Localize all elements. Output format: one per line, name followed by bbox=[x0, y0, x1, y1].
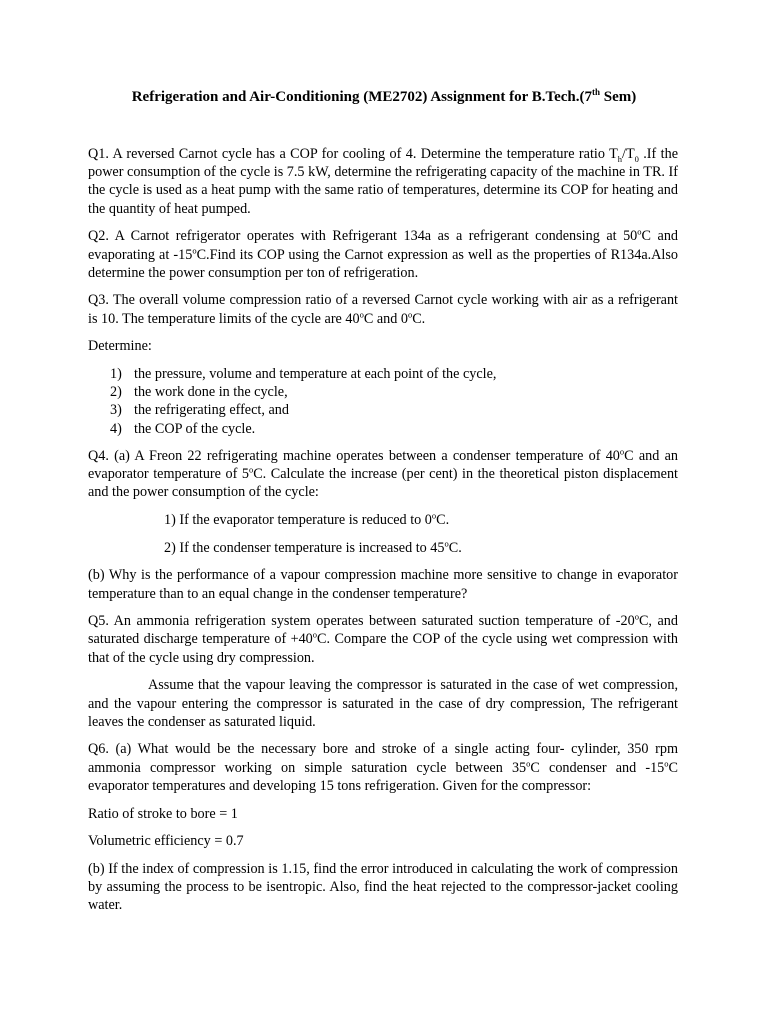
q1-text-b: /T bbox=[622, 146, 635, 162]
q3-text-a: Q3. The overall volume compression ratio of a reversed Carnot cycle working with air as a refrigerant is 10. The temperature limits of the cycle are 40 bbox=[88, 292, 678, 327]
degree-mark: o bbox=[664, 757, 669, 768]
q4-item1-unit: C. bbox=[436, 511, 450, 528]
q4-text-b: C and an evaporator temperature of 5 bbox=[88, 447, 678, 483]
degree-mark: o bbox=[526, 757, 531, 768]
q3-determine-label: Determine: bbox=[88, 338, 152, 355]
q1-subscript-h: h bbox=[617, 153, 622, 164]
question-4a bbox=[88, 447, 678, 502]
q1-text-c: .If the power consumption of the cycle is 7.5 kW, determine the refrigerating capacity of the machine in TR. If the cycle is used as a heat pump with the same ratio of temperatures, determine its COP for heating and the quantity of heat pumped. bbox=[88, 146, 678, 217]
degree-mark: o bbox=[444, 537, 449, 548]
q6-volumetric-efficiency: Volumetric efficiency = 0.7 bbox=[88, 833, 244, 850]
list-item bbox=[88, 383, 678, 401]
list-item bbox=[88, 401, 678, 419]
question-6b: (b) If the index of compression is 1.15, find the error introduced in calculating the work of compression by assuming the process to be isentropic. Also, find the heat rejected to the compressor-jacket cooling water. bbox=[88, 861, 678, 914]
list-number: 4) bbox=[110, 420, 122, 437]
q5-text-a: Q5. An ammonia refrigeration system operates between saturated suction temperature of -20 bbox=[88, 613, 635, 630]
degree-mark: o bbox=[431, 510, 437, 521]
q5-text-b: C, and saturated discharge temperature of +40 bbox=[88, 613, 678, 648]
q4-text-a: Q4. (a) A Freon 22 refrigerating machine operates between a condenser temperature of 40 bbox=[88, 447, 620, 464]
degree-mark: o bbox=[634, 611, 639, 622]
q1-text-a: Q1. A reversed Carnot cycle has a COP for cooling of 4. Determine the temperature ratio T bbox=[88, 146, 618, 162]
degree-mark: o bbox=[619, 446, 625, 457]
question-4b: (b) Why is the performance of a vapour compression machine more sensitive to change in evaporator temperature than to an equal change in the condenser temperature? bbox=[88, 567, 678, 602]
list-item bbox=[88, 365, 678, 383]
question-2 bbox=[88, 227, 678, 282]
q5-text-c: C. Compare the COP of the cycle using wet compression with that of the cycle using dry compression. bbox=[88, 631, 678, 666]
q4-item2-text: 2) If the condenser temperature is increased to 45 bbox=[164, 539, 445, 556]
title-end: Sem) bbox=[600, 89, 637, 105]
title-superscript: th bbox=[592, 87, 601, 97]
title-text: Refrigeration and Air-Conditioning (ME2702) Assignment for B.Tech.(7 bbox=[131, 89, 593, 105]
degree-mark: o bbox=[637, 226, 642, 237]
question-1 bbox=[88, 145, 678, 218]
document-body bbox=[88, 145, 678, 924]
q4-text-c: C. Calculate the increase (per cent) in the theoretical piston displacement and the power consumption of the cycle: bbox=[88, 466, 678, 501]
list-number: 1) bbox=[110, 366, 122, 383]
list-item-text: the work done in the cycle, bbox=[134, 384, 288, 401]
q5-assumption: Assume that the vapour leaving the compressor is saturated in the case of wet compression, and the vapour entering the compressor is saturated in the case of dry compression, The refrigerant leaves the condenser as saturated liquid. bbox=[88, 677, 678, 730]
degree-mark: o bbox=[312, 629, 318, 640]
list-number: 2) bbox=[110, 384, 122, 401]
question-5 bbox=[88, 612, 678, 667]
list-item-text: the pressure, volume and temperature at each point of the cycle, bbox=[134, 366, 497, 383]
q4-item2-unit: C. bbox=[448, 539, 462, 556]
question-3 bbox=[88, 291, 678, 327]
q3-text-b: C and 0 bbox=[363, 310, 408, 327]
list-number: 3) bbox=[110, 402, 122, 419]
degree-mark: o bbox=[248, 464, 254, 475]
document-title bbox=[0, 88, 768, 106]
q2-text-b: C and evaporating at -15 bbox=[88, 228, 679, 263]
list-item bbox=[88, 420, 678, 438]
q6-text-a: Q6. (a) What would be the necessary bore and stroke of a single acting four- cylinder, 350 rpm ammonia compressor working on simple saturation cycle between 35 bbox=[88, 741, 678, 776]
q3-text-c: C. bbox=[412, 310, 426, 327]
list-item-text: the refrigerating effect, and bbox=[134, 402, 289, 419]
q6-text-b: C condenser and -15 bbox=[530, 759, 665, 776]
degree-mark: o bbox=[192, 244, 197, 255]
degree-mark: o bbox=[359, 308, 364, 319]
q2-text-a: Q2. A Carnot refrigerator operates with Refrigerant 134a as a refrigerant condensing at 50 bbox=[88, 228, 638, 245]
degree-mark: o bbox=[407, 308, 413, 319]
question-6a bbox=[88, 740, 678, 795]
list-item-text: the COP of the cycle. bbox=[134, 420, 256, 437]
q3-list bbox=[88, 365, 678, 438]
q4-item-2 bbox=[88, 539, 678, 557]
q4-item1-text: 1) If the evaporator temperature is reduced to 0 bbox=[164, 511, 432, 528]
q4-item-1 bbox=[88, 511, 678, 529]
q2-text-c: C.Find its COP using the Carnot expression as well as the properties of R134a.Also determine the power consumption per ton of refrigeration. bbox=[88, 246, 678, 281]
q6-stroke-ratio: Ratio of stroke to bore = 1 bbox=[88, 805, 238, 822]
q6-text-c: C evaporator temperatures and developing 15 tons refrigeration. Given for the compressor: bbox=[88, 759, 678, 794]
q1-subscript-0: 0 bbox=[634, 153, 639, 164]
